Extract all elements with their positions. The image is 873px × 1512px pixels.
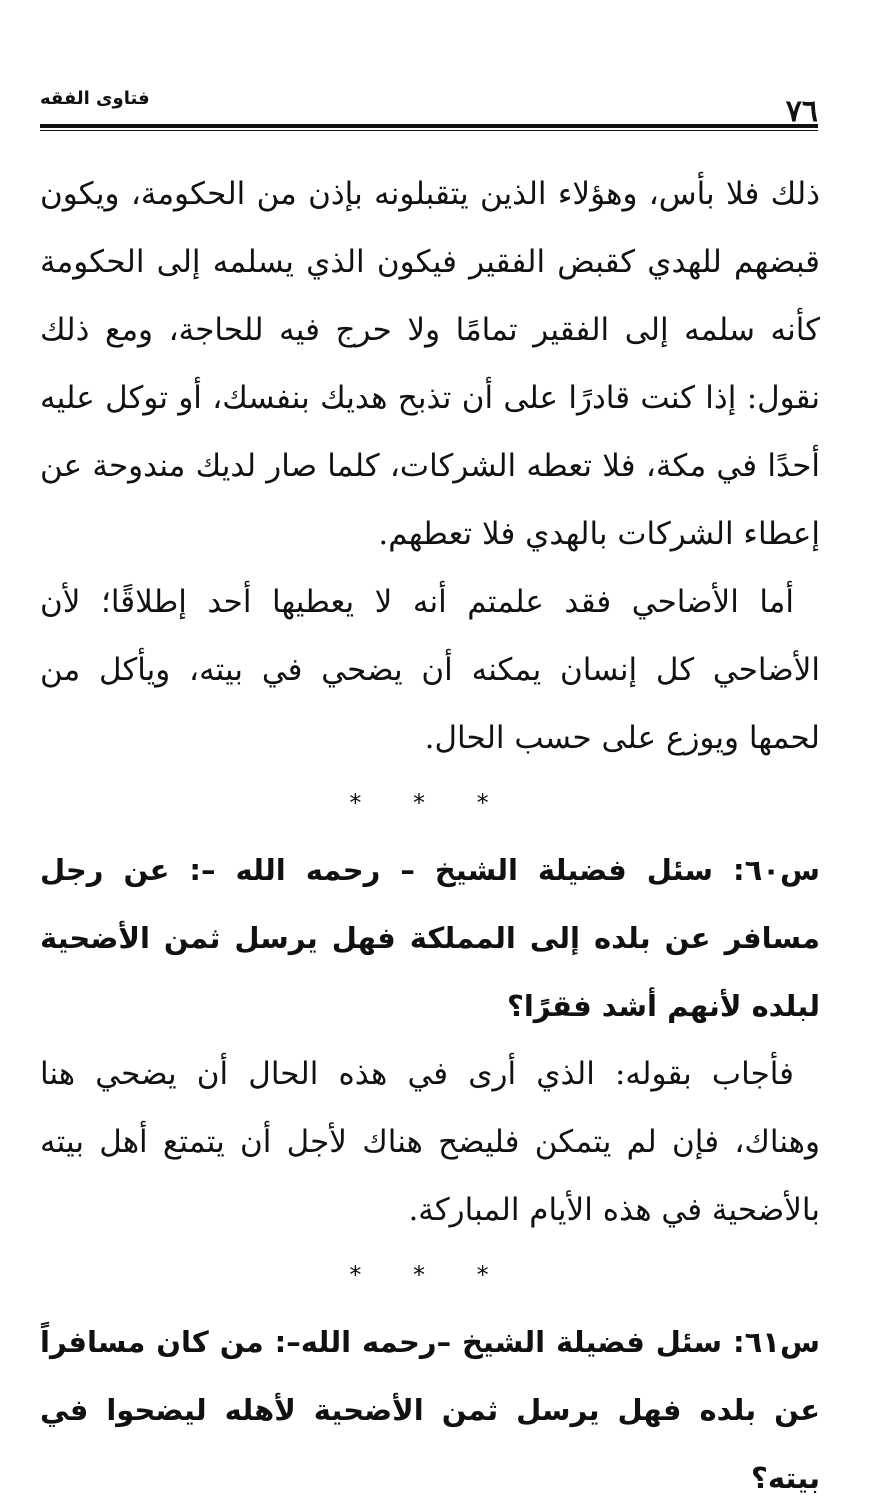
book-title: فتاوى الفقه bbox=[40, 88, 150, 109]
answer-60: فأجاب بقوله: الذي أرى في هذه الحال أن يضحي هنا وهناك، فإن لم يتمكن فليضح هناك لأجل أن يتمتع أهل بيته بالأضحية في هذه الأيام المباركة. bbox=[40, 1056, 820, 1228]
section-separator: * * * bbox=[349, 789, 511, 817]
page-number: ٧٦ bbox=[785, 94, 818, 129]
header-rule-thin bbox=[40, 130, 818, 131]
question-60: س٦٠: سئل فضيلة الشيخ – رحمه الله –: عن رجل مسافر عن بلده إلى المملكة فهل يرسل ثمن الأضحية لبلده لأنهم أشد فقرًا؟ bbox=[40, 853, 820, 1023]
paragraph-continuation: ذلك فلا بأس، وهؤلاء الذين يتقبلونه بإذن من الحكومة، ويكون قبضهم للهدي كقبض الفقير فيكون الذي يسلمه إلى الحكومة كأنه سلمه إلى الفقير تمامًا ولا حرج فيه للحاجة، ومع ذلك نقول: إذا كنت قادرًا على أن تذبح هديك بنفسك، أو توكل عليه أحدًا في مكة، فلا تعطه الشركات، كلما صار لديك مندوحة عن إعطاء الشركات بالهدي فلا تعطهم. bbox=[40, 176, 820, 552]
section-separator: * * * bbox=[349, 1261, 511, 1289]
page-content bbox=[40, 160, 820, 1512]
header-rule bbox=[40, 124, 818, 128]
page-header bbox=[40, 88, 818, 129]
question-61: س٦١: سئل فضيلة الشيخ –رحمه الله–: من كان مسافراً عن بلده فهل يرسل ثمن الأضحية لأهله ليضحوا في بيته؟ bbox=[40, 1325, 820, 1495]
paragraph-adahi: أما الأضاحي فقد علمتم أنه لا يعطيها أحد إطلاقًا؛ لأن الأضاحي كل إنسان يمكنه أن يضحي في بيته، ويأكل من لحمها ويوزع على حسب الحال. bbox=[40, 584, 820, 756]
